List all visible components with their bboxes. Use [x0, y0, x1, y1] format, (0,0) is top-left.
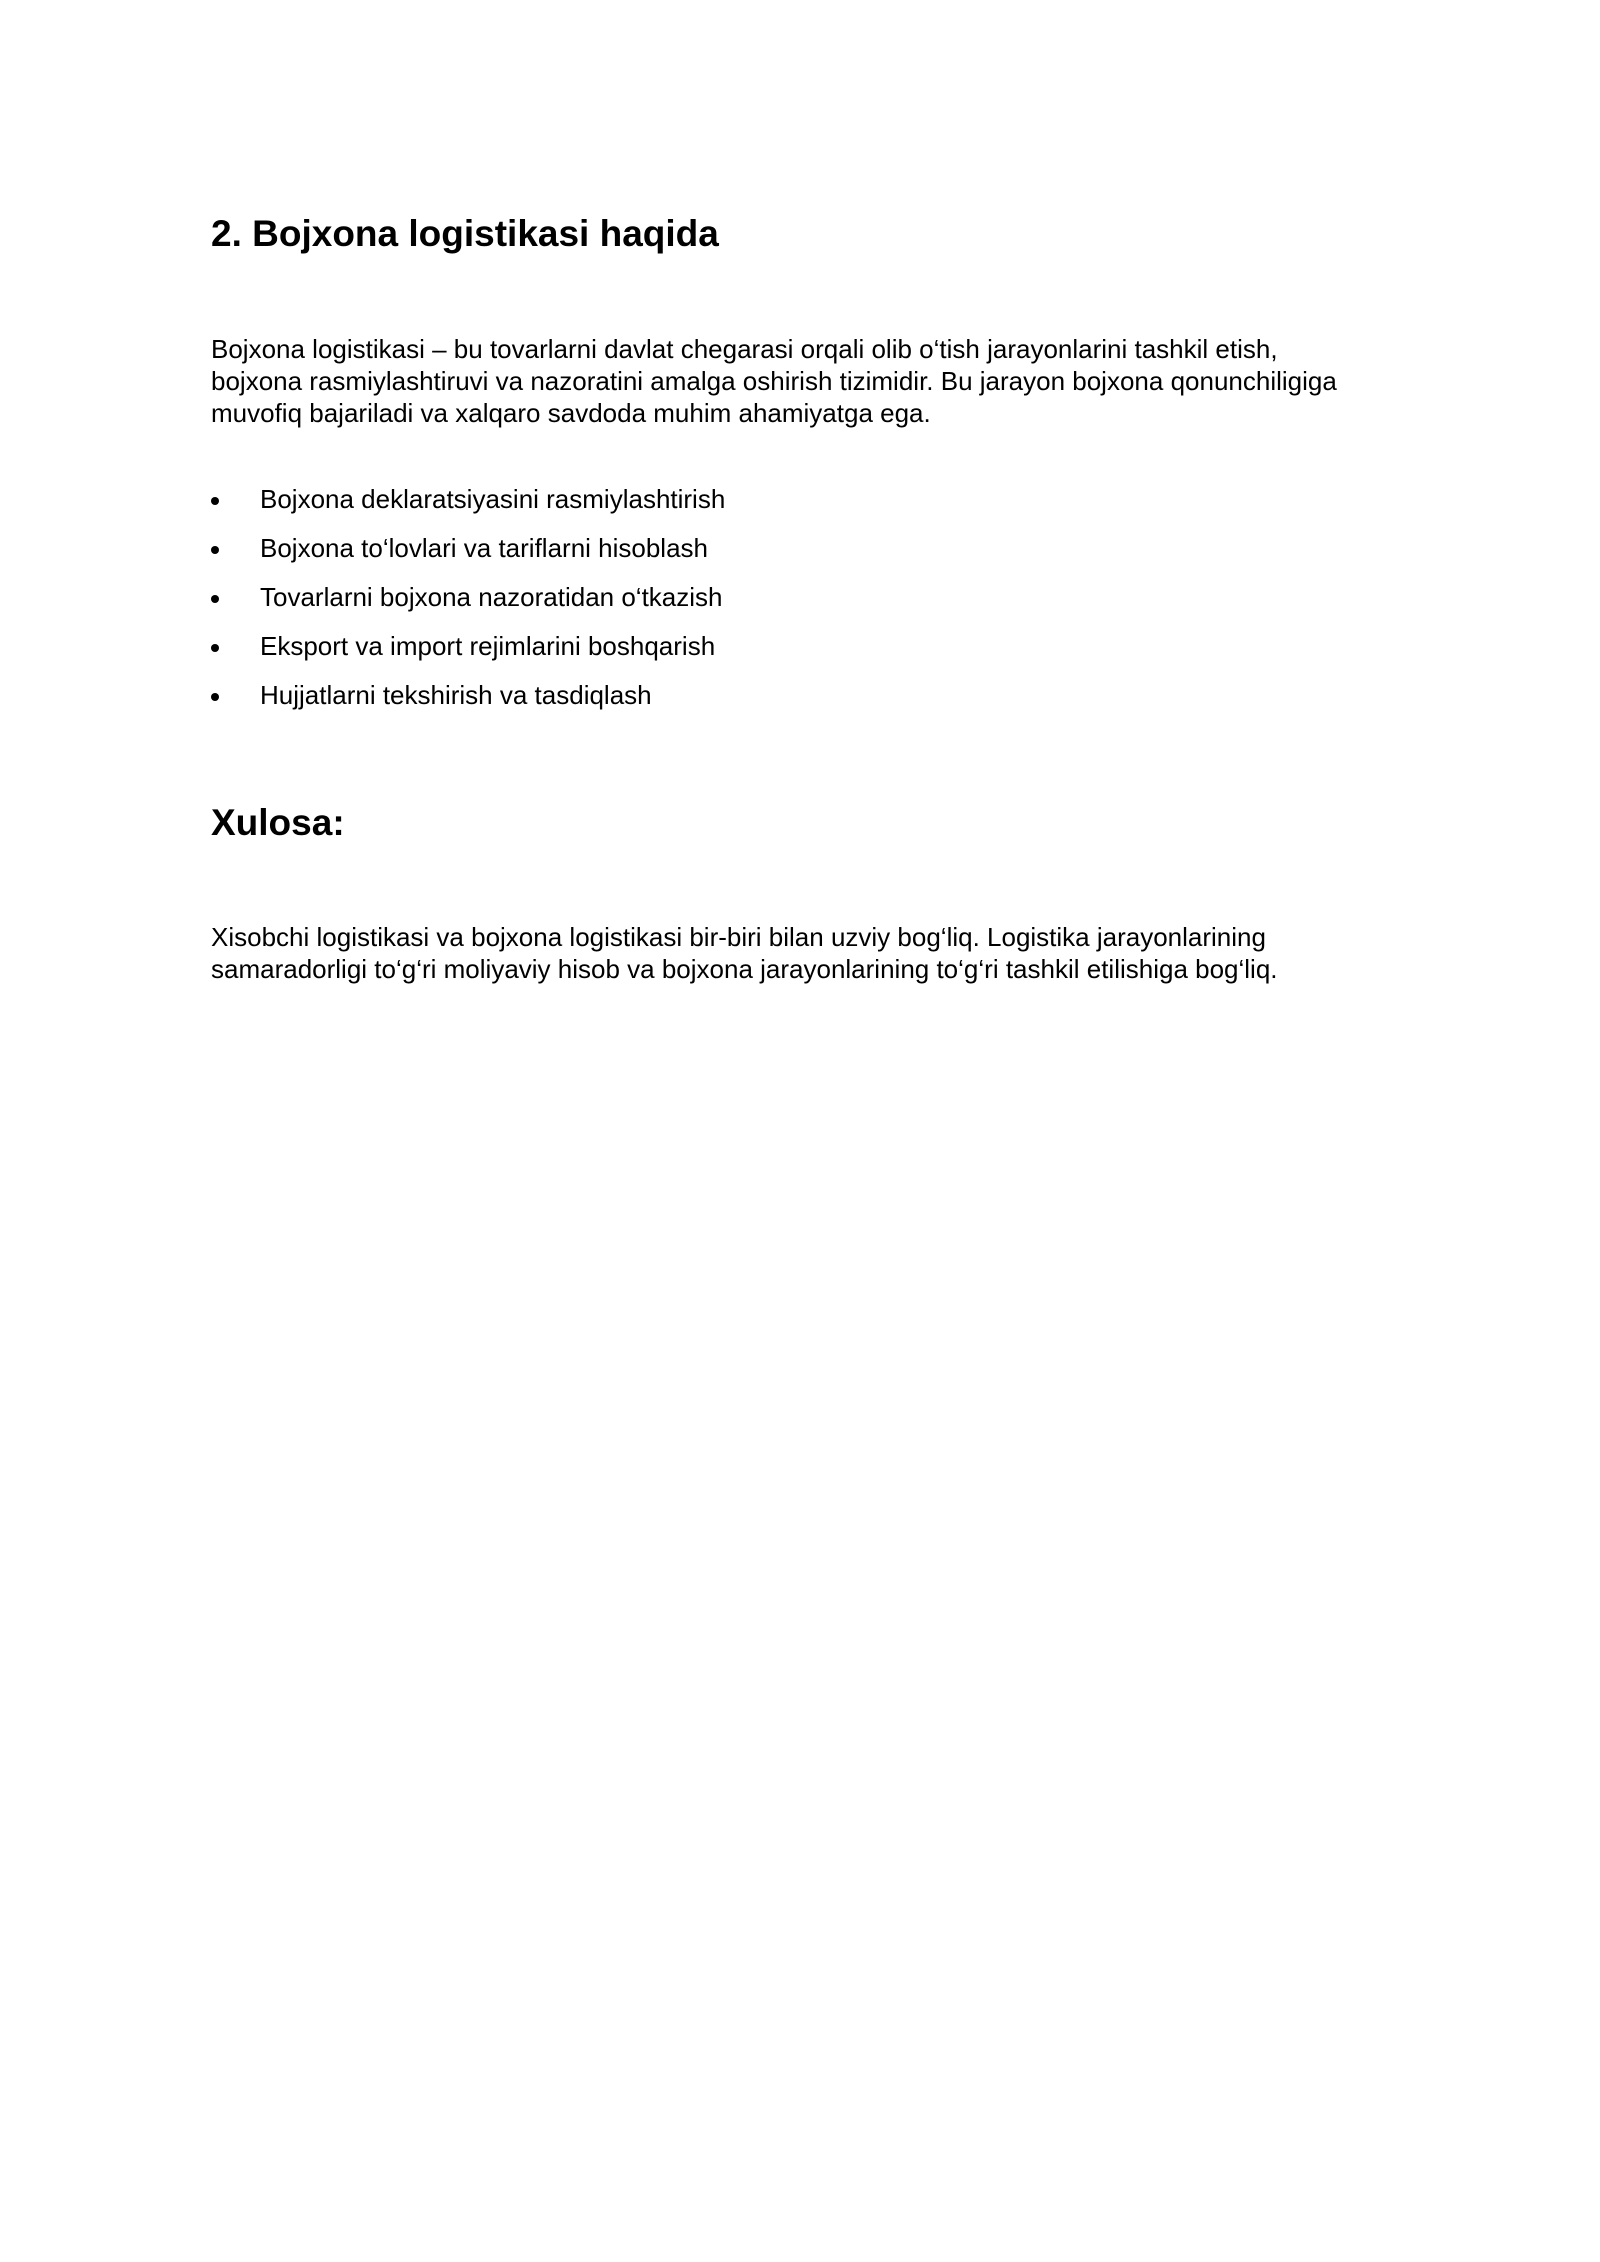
conclusion-paragraph [211, 921, 1411, 985]
bullet-icon [211, 546, 219, 554]
conclusion-line: Xisobchi logistikasi va bojxona logistikasi bir-biri bilan uzviy bog‘liq. Logistika jarayonlarining [211, 922, 1266, 952]
bullet-icon [211, 693, 219, 701]
intro-line: bojxona rasmiylashtiruvi va nazoratini amalga oshirish tizimidir. Bu jarayon bojxona qonunchiligiga [211, 366, 1337, 396]
bullet-icon [211, 595, 219, 603]
conclusion-line: samaradorligi to‘g‘ri moliyaviy hisob va bojxona jarayonlarining to‘g‘ri tashkil etilishiga bog‘liq. [211, 954, 1278, 984]
intro-line: Bojxona logistikasi – bu tovarlarni davlat chegarasi orqali olib o‘tish jarayonlarini tashkil etish, [211, 334, 1278, 364]
bullet-icon [211, 644, 219, 652]
intro-line: muvofiq bajariladi va xalqaro savdoda muhim ahamiyatga ega. [211, 398, 931, 428]
list-item-text: Bojxona deklaratsiyasini rasmiylashtirish [260, 484, 726, 514]
section-heading: 2. Bojxona logistikasi haqida [211, 213, 719, 254]
bullet-icon [211, 497, 219, 505]
intro-paragraph [211, 333, 1411, 429]
list-item-text: Tovarlarni bojxona nazoratidan o‘tkazish [260, 582, 723, 612]
list-item-text: Eksport va import rejimlarini boshqarish [260, 631, 716, 661]
list-item-text: Bojxona to‘lovlari va tariflarni hisoblash [260, 533, 709, 563]
conclusion-heading: Xulosa: [211, 802, 345, 843]
list-item-text: Hujjatlarni tekshirish va tasdiqlash [260, 680, 652, 710]
